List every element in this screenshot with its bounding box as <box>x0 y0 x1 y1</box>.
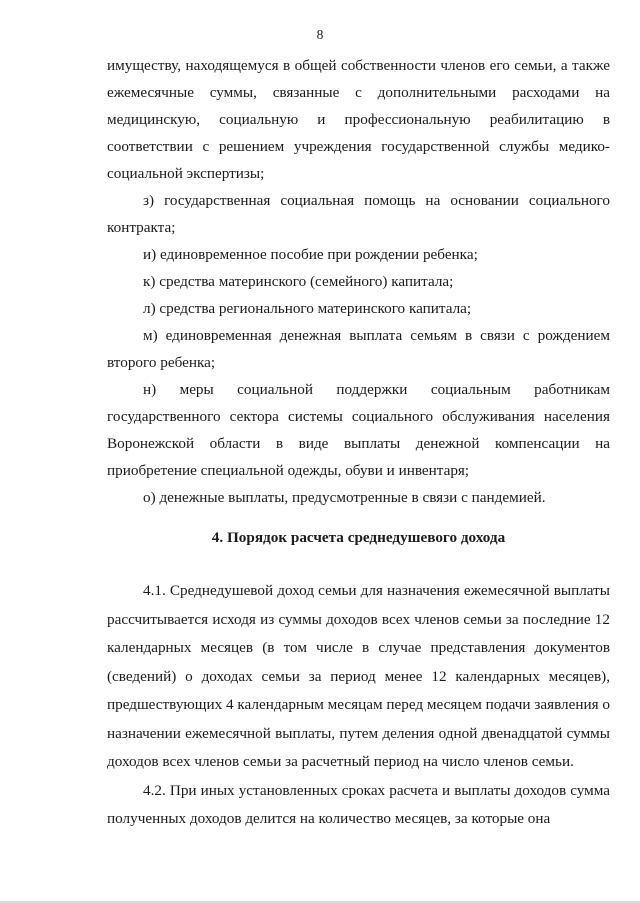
income-calculation-section <box>107 577 610 834</box>
list-item-n: н) меры социальной поддержки социальным работникам государственного сектора системы социального обслуживания населения Воронежской области в виде выплаты денежной компенсации на приобретение специальной одежды, обуви и инвентаря; <box>107 381 610 479</box>
list-item-k: к) средства материнского (семейного) капитала; <box>143 273 454 290</box>
list-item-o: о) денежные выплаты, предусмотренные в связи с пандемией. <box>143 489 546 506</box>
list-item-z: з) государственная социальная помощь на основании социального контракта; <box>107 192 610 236</box>
paragraph-continuation: имуществу, находящемуся в общей собственности членов его семьи, а также ежемесячные суммы, связанные с дополнительными расходами на медицинскую, социальную и профессиональную реабилитацию в соответствии с решением учреждения государственной службы медико-социальной экспертизы; <box>107 57 610 182</box>
paragraph-4-2: 4.2. При иных установленных сроках расчета и выплаты доходов сумма полученных доходов делится на количество месяцев, за которые она <box>107 781 610 827</box>
list-item-m: м) единовременная денежная выплата семьям в связи с рождением второго ребенка; <box>107 327 610 371</box>
list-item-l: л) средства регионального материнского капитала; <box>143 300 472 317</box>
income-list-section <box>107 52 610 511</box>
page-number: 8 <box>316 27 324 42</box>
section-heading: 4. Порядок расчета среднедушевого дохода <box>211 529 506 546</box>
paragraph-4-1: 4.1. Среднедушевой доход семьи для назначения ежемесячной выплаты рассчитывается исходя из суммы доходов всех членов семьи за последние 12 календарных месяцев (в том числе в случае представления документов (сведений) о доходах семьи за период менее 12 календарных месяцев), предшествующих 4 календарным месяцам перед месяцем подачи заявления о назначении ежемесячной выплаты, путем деления одной двенадцатой суммы доходов всех членов семьи за расчетный период на число членов семьи. <box>107 582 610 770</box>
list-item-i: и) единовременное пособие при рождении ребенка; <box>143 246 478 263</box>
